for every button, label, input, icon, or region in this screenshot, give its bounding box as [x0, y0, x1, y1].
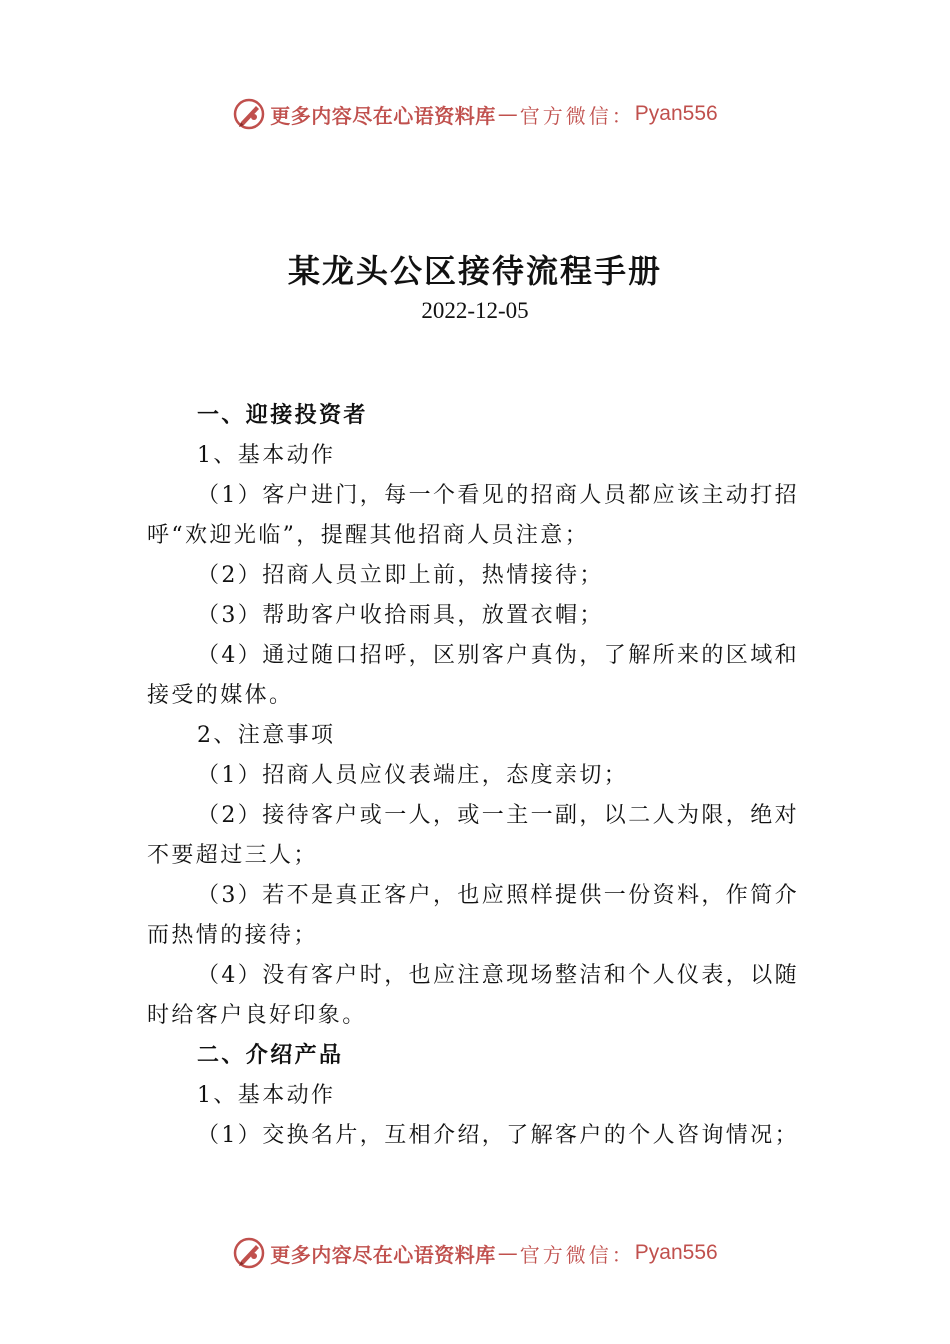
header-banner [0, 96, 950, 132]
pen-logo-icon [232, 97, 266, 131]
body-paragraph: （1）交换名片，互相介绍，了解客户的个人咨询情况； [197, 1123, 799, 1148]
banner-wechat-id: Pyan556 [634, 102, 718, 125]
section-heading: 二、介绍产品 [197, 1043, 344, 1068]
body-paragraph: （3）帮助客户收拾雨具，放置衣帽； [197, 603, 604, 628]
body-paragraph: （1）招商人员应仪表端庄，态度亲切； [197, 763, 629, 788]
banner-dash: — [497, 102, 518, 126]
body-paragraph: （2）接待客户或一人，或一主一副，以二人为限，绝对不要超过三人； [147, 803, 799, 868]
subsection-heading: 1、基本动作 [197, 443, 336, 468]
body-paragraph: （2）招商人员立即上前，热情接待； [197, 563, 604, 588]
banner-wechat-label: 官方微信： [519, 1242, 635, 1267]
banner-wechat-id: Pyan556 [634, 1241, 718, 1264]
subsection-heading: 2、注意事项 [197, 723, 336, 748]
banner-wechat-label: 官方微信： [519, 103, 635, 128]
banner-text: 更多内容尽在心语资料库 [270, 1242, 496, 1267]
banner-text: 更多内容尽在心语资料库 [270, 103, 496, 128]
subsection-heading: 1、基本动作 [197, 1083, 336, 1108]
pen-logo-icon [232, 1236, 266, 1270]
body-paragraph: （1）客户进门，每一个看见的招商人员都应该主动打招呼“欢迎光临”，提醒其他招商人员注意； [147, 483, 799, 548]
body-paragraph: （3）若不是真正客户，也应照样提供一份资料，作简介而热情的接待； [147, 883, 799, 948]
body-paragraph: （4）通过随口招呼，区别客户真伪，了解所来的区域和接受的媒体。 [147, 643, 799, 708]
document-body [147, 396, 807, 1156]
footer-banner [0, 1235, 950, 1271]
banner-dash: — [497, 1241, 518, 1265]
document-date: 2022-12-05 [421, 298, 529, 323]
section-heading: 一、迎接投资者 [197, 403, 368, 428]
body-paragraph: （4）没有客户时，也应注意现场整洁和个人仪表，以随时给客户良好印象。 [147, 963, 799, 1028]
document-title: 某龙头公区接待流程手册 [287, 252, 662, 290]
